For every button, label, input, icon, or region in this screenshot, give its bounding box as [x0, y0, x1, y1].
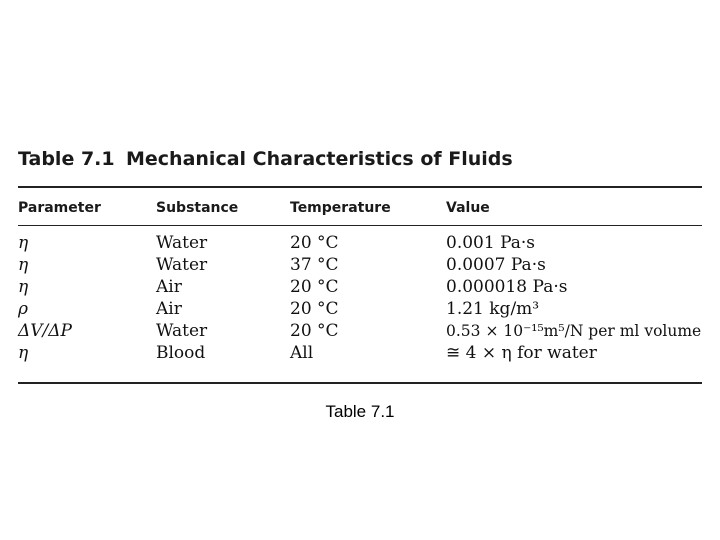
table-row — [0, 233, 720, 255]
table-row — [0, 277, 720, 299]
cell-parameter: η — [18, 343, 29, 363]
cell-parameter: ρ — [18, 299, 28, 319]
cell-parameter: η — [18, 277, 29, 297]
cell-substance: Air — [156, 277, 182, 297]
cell-temperature: 20 °C — [290, 321, 339, 341]
cell-value: ≅ 4 × η for water — [446, 343, 597, 363]
cell-parameter: η — [18, 255, 29, 275]
cell-substance: Blood — [156, 343, 206, 363]
table-number: Table 7.1 — [18, 148, 115, 170]
cell-substance: Water — [156, 233, 208, 253]
table-row — [0, 321, 720, 343]
cell-value: 1.21 kg/m³ — [446, 299, 540, 319]
header-rule — [18, 225, 702, 226]
header-parameter: Parameter — [18, 200, 101, 216]
header-value: Value — [446, 200, 490, 216]
cell-parameter: ΔV/ΔP — [18, 321, 72, 341]
cell-value: 0.001 Pa·s — [446, 233, 536, 253]
cell-temperature: All — [290, 343, 314, 363]
cell-parameter: η — [18, 233, 29, 253]
cell-temperature: 20 °C — [290, 233, 339, 253]
cell-value: 0.0007 Pa·s — [446, 255, 546, 275]
slide-caption: Table 7.1 — [325, 402, 395, 421]
cell-substance: Water — [156, 255, 208, 275]
top-rule — [18, 186, 702, 188]
cell-value: 0.000018 Pa·s — [446, 277, 568, 297]
cell-temperature: 20 °C — [290, 299, 339, 319]
header-temperature: Temperature — [290, 200, 391, 216]
table-row — [0, 255, 720, 277]
cell-substance: Water — [156, 321, 208, 341]
bottom-rule — [18, 382, 702, 384]
table-title: Mechanical Characteristics of Fluids — [126, 148, 513, 170]
cell-value: 0.53 × 10⁻¹⁵m⁵/N per ml volume — [446, 322, 702, 340]
cell-temperature: 37 °C — [290, 255, 339, 275]
header-substance: Substance — [156, 200, 239, 216]
table-row — [0, 343, 720, 365]
table-row — [0, 299, 720, 321]
cell-temperature: 20 °C — [290, 277, 339, 297]
cell-substance: Air — [156, 299, 182, 319]
table-title-row — [18, 148, 513, 170]
